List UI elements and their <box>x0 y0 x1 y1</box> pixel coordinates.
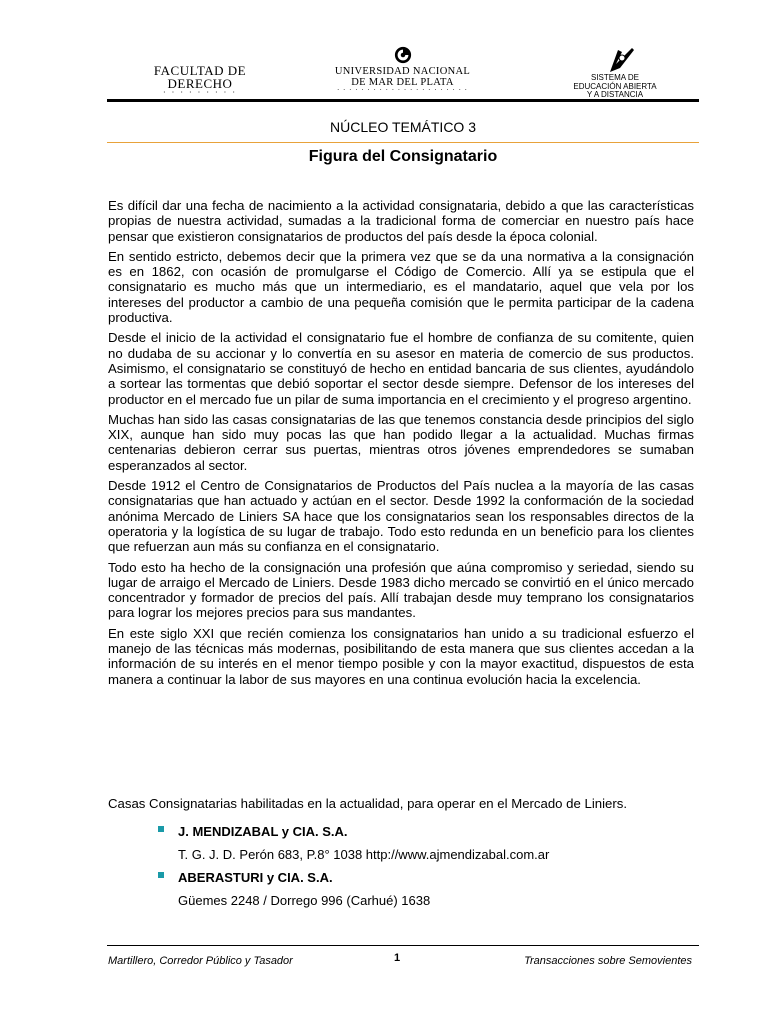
distance-education-logo <box>560 46 670 100</box>
company-address: T. G. J. D. Perón 683, P.8° 1038 http://www.ajmendizabal.com.ar <box>178 847 550 862</box>
paragraph: Todo esto ha hecho de la consignación una profesión que aúna compromiso y seriedad, siendo su lugar de arraigo el Mercado de Liniers. Desde 1983 dicho mercado se convirtió en el único mercado concentrador y formador de precios del país. Allí trabajan desde muy temprano los consignatarios para lograr los mejores precios para sus mandantes. <box>108 559 694 621</box>
page-title: Figura del Consignatario <box>308 148 498 165</box>
distance-education-line1: SISTEMA DE <box>590 73 639 82</box>
distance-education-line2: EDUCACIÓN ABIERTA <box>573 81 657 91</box>
paragraph: Es difícil dar una fecha de nacimiento a la actividad consignataria, debido a que las características propias de nuestra actividad, sumadas a la tradicional forma de comerciar en nuestro país hace pensar que existieron consignatarios de productos del país desde la época colonial. <box>108 198 694 244</box>
body-text <box>108 198 694 692</box>
title-divider <box>107 142 699 143</box>
header-divider <box>107 99 699 102</box>
footer-divider <box>107 945 699 946</box>
paragraph: Muchas han sido las casas consignatarias de las que tenemos constancia desde principios del siglo XIX, aunque han sido muy pocas las que han podido llegar a la actualidad. Muchas firmas centenarias debieron cerrar sus puertas, mientras otros jóvenes emprendedores se sumaban esperanzados al sector. <box>108 411 694 473</box>
distance-education-line3: Y A DISTANCIA <box>586 90 644 99</box>
distance-education-mark-icon <box>592 46 638 74</box>
company-address: Güemes 2248 / Dorrego 996 (Carhué) 1638 <box>178 893 431 908</box>
company-name: ABERASTURI y CIA. S.A. <box>178 870 333 885</box>
university-logo-dots: · · · · · · · · · · · · · · · · · · · · · · <box>336 86 469 94</box>
paragraph: Desde 1912 el Centro de Consignatarios de Productos del País nuclea a la mayoría de las casas consignatarias que han actuado y actúan en el sector. Desde 1992 la conformación de la sociedad anónima Mercado de Liniers SA hace que los consignatarios sean los responsables directos de la operatoria y la logística de su lugar de trabajo. Todo esto redunda en un beneficio para los clientes que refuerzan aun más su confianza en el consignatario. <box>108 478 694 555</box>
page-number: 1 <box>394 952 401 964</box>
university-logo-line1: UNIVERSIDAD NACIONAL <box>334 66 471 77</box>
footer-left-text: Martillero, Corredor Público y Tasador <box>108 955 293 967</box>
square-bullet-icon <box>158 826 164 832</box>
faculty-logo <box>140 64 260 96</box>
university-seal-icon <box>394 46 412 64</box>
faculty-logo-line1: FACULTAD DE <box>153 63 247 78</box>
paragraph: En sentido estricto, debemos decir que la primera vez que se da una normativa a la consignación es en 1862, con ocasión de promulgarse el Código de Comercio. Allí ya se estipula que el consignatario es mucho más que un intermediario, es el mandatario, aquel que vela por los intereses del productor a cambio de una pequeña comisión que le permita participar de la cadena productiva. <box>108 248 694 326</box>
section-label: NÚCLEO TEMÁTICO 3 <box>330 119 476 135</box>
university-logo <box>330 46 475 93</box>
university-logo-line2: DE MAR DEL PLATA <box>351 77 454 88</box>
paragraph: Desde el inicio de la actividad el consignatario fue el hombre de confianza de su comitente, quien no dudaba de su accionar y lo convertía en su asesor en materia de comercio de sus productos. Asimismo, el consignatario se constituyó de hecho en entidad bancaria de sus clientes, ayudándolo a sortear las tormentas que debió soportar el sector desde siempre. Defensor de los intereses del productor en el mercado fue un pilar de suma importancia en el crecimiento y el progreso argentino. <box>108 330 694 407</box>
footer-right-text: Transacciones sobre Semovientes <box>524 955 692 967</box>
list-intro: Casas Consignatarias habilitadas en la actualidad, para operar en el Mercado de Liniers. <box>108 796 628 811</box>
faculty-logo-dots: · · · · · · · · · <box>163 88 237 97</box>
paragraph: En este siglo XXI que recién comienza los consignatarios han unido a su tradicional esfuerzo el manejo de las técnicas más modernas, posibilitando de esta manera que sus clientes accedan a la información de su interés en el menor tiempo posible y con la mayor exactitud, dispuestos de esta manera a continuar la labor de sus mayores en una continua evolución hacia la excelencia. <box>108 625 694 687</box>
square-bullet-icon <box>158 872 164 878</box>
company-name: J. MENDIZABAL y CIA. S.A. <box>178 824 348 839</box>
faculty-logo-line2: DERECHO <box>167 76 233 91</box>
